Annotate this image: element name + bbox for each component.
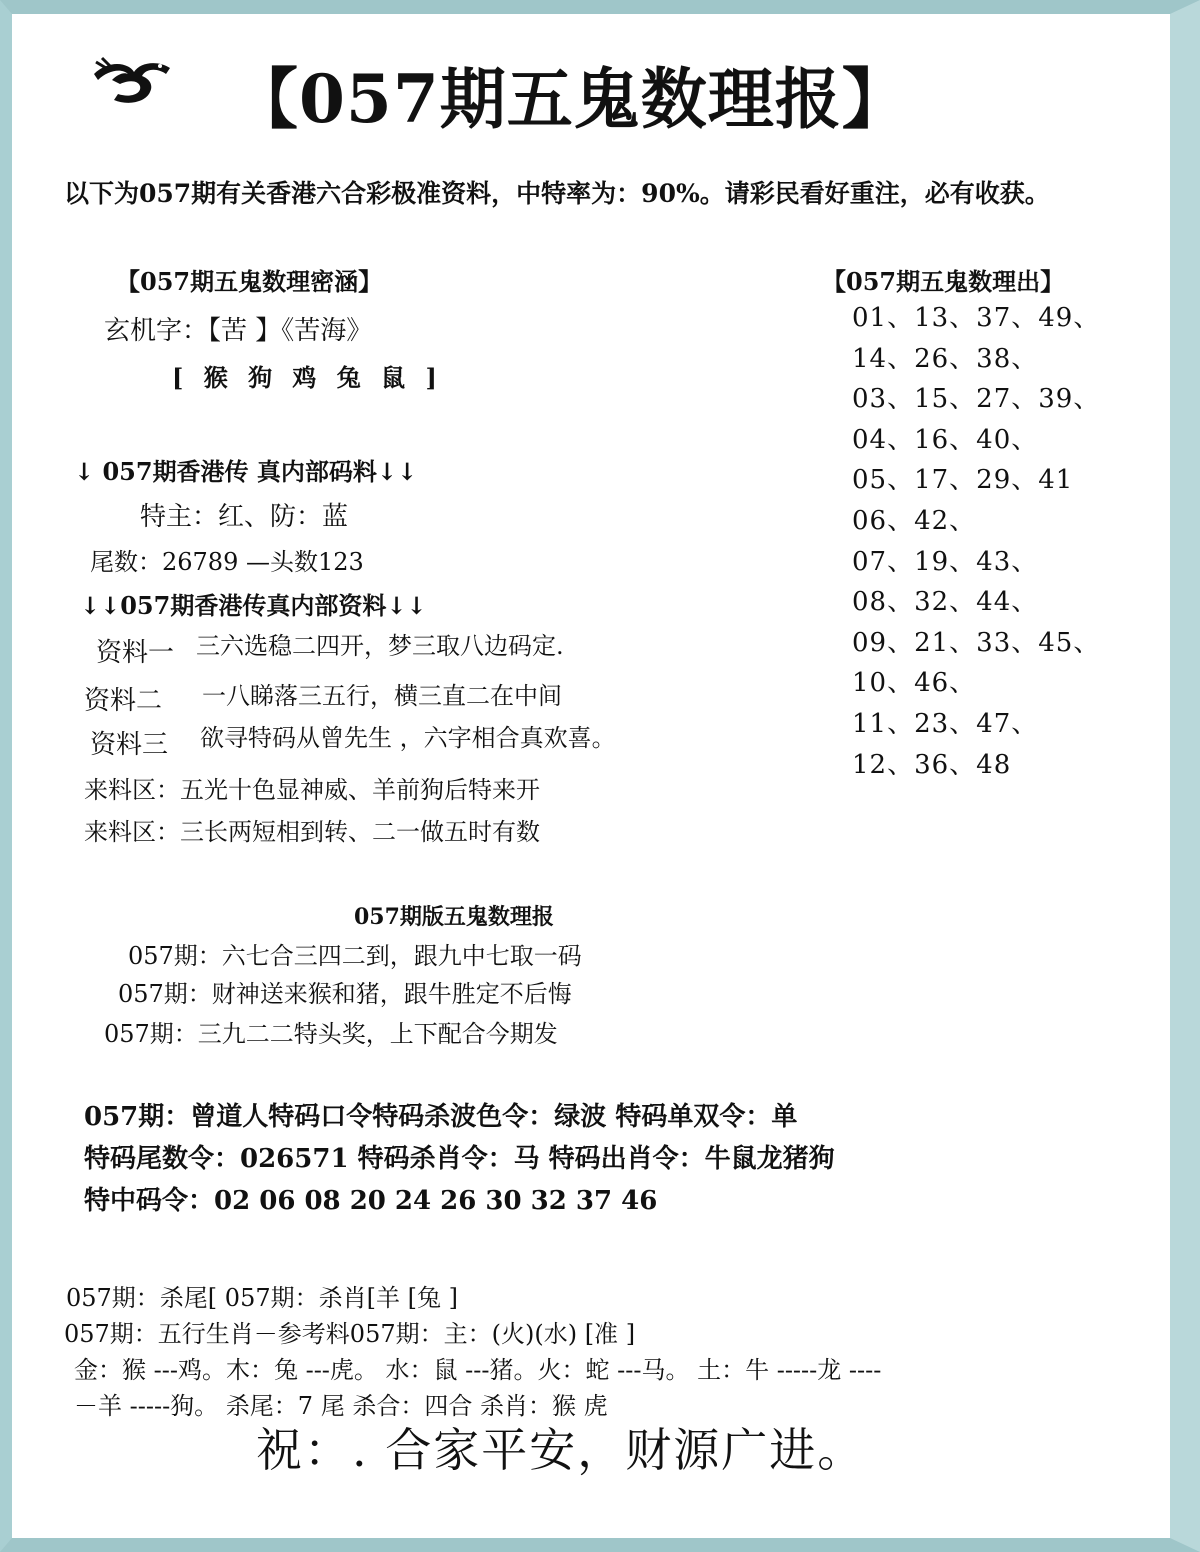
center-line-3: 057期：三九二二特头奖，上下配合今期发 — [104, 1020, 558, 1048]
data2-label: 资料二 — [84, 686, 163, 716]
page-title: 【057期五鬼数理报】 — [232, 60, 909, 138]
number-row: 05、17、29、41 — [852, 465, 1074, 496]
tail-head-numbers: 尾数：26789 —头数123 — [90, 548, 364, 576]
number-row: 10、46、 — [852, 668, 977, 699]
inside-heading: ↓ 057期香港传 真内部码料↓↓ — [74, 457, 418, 486]
special-main: 特主：红、防：蓝 — [140, 502, 349, 532]
intro-paragraph: 以下为057期有关香港六合彩极准资料，中特率为：90%。请彩民看好重注，必有收获。 — [64, 179, 1050, 208]
data3-label: 资料三 — [90, 730, 169, 760]
center-line-2: 057期：财神送来猴和猪，跟牛胜定不后悔 — [118, 980, 572, 1008]
number-row: 03、15、27、39、 — [852, 384, 1101, 415]
number-row: 12、36、48 — [852, 749, 1012, 780]
dragon-logo-icon — [88, 54, 176, 114]
inside2-heading: ↓↓057期香港传真内部资料↓↓ — [80, 591, 427, 620]
zodiac-group: [ 猴 狗 鸡 兔 鼠 ] — [172, 363, 443, 392]
bottom-line-2: 057期：五行生肖－参考料057期：主：(火)(水) [准 ] — [64, 1320, 636, 1348]
data2-text: 一八睇落三五行，横三直二在中间 — [202, 682, 562, 710]
data1-label: 资料一 — [96, 638, 175, 668]
number-row: 01、13、37、49、 — [852, 303, 1101, 333]
number-row: 06、42、 — [852, 505, 977, 536]
number-row: 04、16、40、 — [852, 424, 1039, 455]
right-heading: 【057期五鬼数理出】 — [822, 267, 1065, 296]
data3-text: 欲寻特码从曾先生 ，六字相合真欢喜。 — [200, 724, 616, 752]
secret-heading: 【057期五鬼数理密涵】 — [116, 267, 383, 296]
center-heading: 057期版五鬼数理报 — [354, 904, 554, 930]
bottom-line-4: －羊 -----狗。 杀尾：7 尾 杀合：四合 杀肖：猴 虎 — [74, 1392, 608, 1420]
source-line-2: 来料区：三长两短相到转、二一做五时有数 — [84, 818, 540, 846]
number-row: 09、21、33、45、 — [852, 627, 1101, 658]
number-row: 11、23、47、 — [852, 708, 1039, 739]
blessing-text: 祝：. 合家平安，财源广进。 — [256, 1423, 866, 1477]
number-row: 14、26、38、 — [852, 343, 1039, 374]
bottom-line-3: 金：猴 ---鸡。木：兔 ---虎。 水：鼠 ---猪。火：蛇 ---马。 土：牛 -----龙 ---- — [74, 1356, 882, 1384]
bottom-line-1: 057期：杀尾[ 057期：杀肖[羊 [兔 ] — [66, 1284, 458, 1312]
center-line-1: 057期：六七合三四二到，跟九中七取一码 — [128, 942, 582, 970]
mystery-word: 玄机字：【苦 】《苦海》 — [104, 316, 373, 346]
command-line-3: 特中码令：02 06 08 20 24 26 30 32 37 46 — [84, 1186, 658, 1216]
number-list — [852, 298, 1100, 785]
data1-text: 三六选稳二四开，梦三取八边码定. — [196, 632, 564, 660]
number-row: 07、19、43、 — [852, 546, 1039, 577]
command-line-1: 057期：曾道人特码口令特码杀波色令：绿波 特码单双令：单 — [84, 1102, 798, 1132]
source-line-1: 来料区：五光十色显神威、羊前狗后特来开 — [84, 776, 540, 804]
number-row: 08、32、44、 — [852, 587, 1039, 618]
command-line-2: 特码尾数令：026571 特码杀肖令：马 特码出肖令：牛鼠龙猪狗 — [84, 1144, 835, 1174]
